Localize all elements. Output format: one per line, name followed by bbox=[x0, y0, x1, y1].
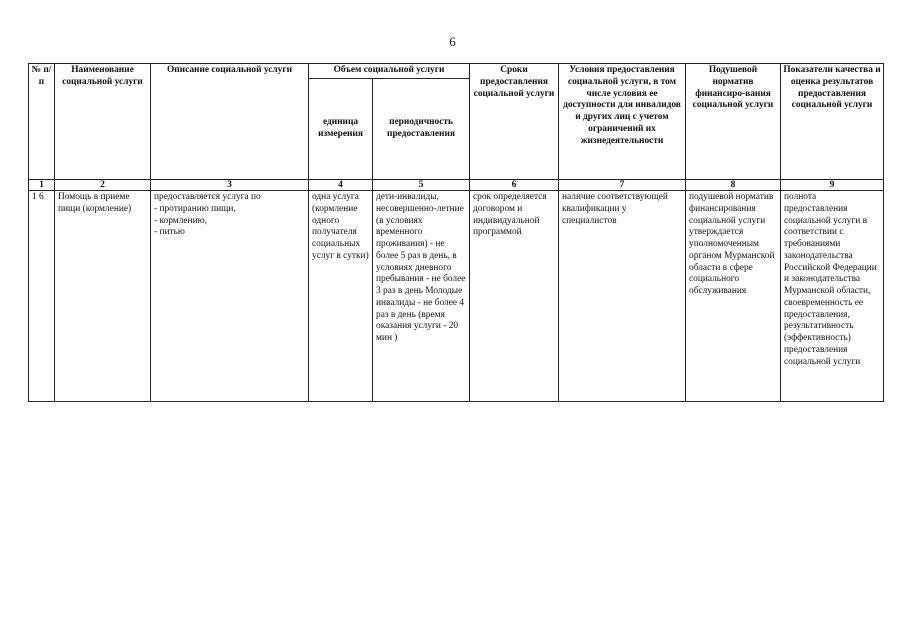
column-number: 1 bbox=[29, 180, 55, 191]
header-row bbox=[29, 64, 884, 79]
column-number: 4 bbox=[309, 180, 373, 191]
page-number: 6 bbox=[449, 34, 456, 49]
column-number: 3 bbox=[151, 180, 309, 191]
cell-name: Помощь в приеме пищи (кормление) bbox=[55, 191, 151, 402]
description-line: - кормлению, bbox=[154, 215, 207, 226]
column-number: 9 bbox=[781, 180, 884, 191]
column-number: 7 bbox=[559, 180, 686, 191]
header-description: Описание социальной услуги bbox=[151, 64, 309, 180]
description-line: - протиранию пищи, bbox=[154, 203, 236, 214]
column-number: 5 bbox=[373, 180, 470, 191]
cell-conditions: наличие соответствующей квалификации у специалистов bbox=[559, 191, 686, 402]
cell-terms: срок определяется договором и индивидуальной программой bbox=[470, 191, 559, 402]
table-row bbox=[29, 191, 884, 402]
column-number: 8 bbox=[686, 180, 781, 191]
cell-description bbox=[151, 191, 309, 402]
header-unit: единица измерения bbox=[309, 79, 373, 180]
cell-num: 1 6 bbox=[29, 191, 55, 402]
cell-frequency: дети-инвалиды, несовершенно-летние (в условиях временного проживания) - не более 5 раз в день, в условиях дневного пребывания - не более 3 раз в день Молодые инвалиды - не более 4 раз в день (время оказания услуги - 20 мин ) bbox=[373, 191, 470, 402]
header-frequency: периодичность предоставления bbox=[373, 79, 470, 180]
cell-quality: полнота предоставления социальной услуги в соответствии с требованиями законодательства Российской Федерации и законодательства Мурманской области, своевременность ее предоставления, результативность (эффективность) предоставления социальной услуги bbox=[781, 191, 884, 402]
header-quality: Показатели качества и оценка результатов предоставления социальной услуги bbox=[781, 64, 884, 180]
header-conditions: Условия предоставления социальной услуги, в том числе условия ее доступности для инвалидов и других лиц с учетом ограничений их жизнедеятельности bbox=[559, 64, 686, 180]
header-name: Наименование социальной услуги bbox=[55, 64, 151, 180]
cell-norm: подушевой норматив финансирования социальной услуги утверждается уполномоченным органом Мурманской области в сфере социального обслуживания bbox=[686, 191, 781, 402]
description-line: предоставляется услуга по bbox=[154, 192, 261, 202]
column-number: 2 bbox=[55, 180, 151, 191]
header-num: № п/п bbox=[29, 64, 55, 180]
description-line: - питью bbox=[154, 227, 185, 238]
cell-unit: одна услуга (кормление одного получателя социальных услуг в сутки) bbox=[309, 191, 373, 402]
column-number-row bbox=[29, 180, 884, 191]
header-norm: Подушевой норматив финансиро-вания социальной услуги bbox=[686, 64, 781, 180]
services-table bbox=[28, 63, 884, 402]
header-terms: Сроки предоставления социальной услуги bbox=[470, 64, 559, 180]
header-volume-group: Объем социальной услуги bbox=[309, 64, 470, 79]
column-number: 6 bbox=[470, 180, 559, 191]
